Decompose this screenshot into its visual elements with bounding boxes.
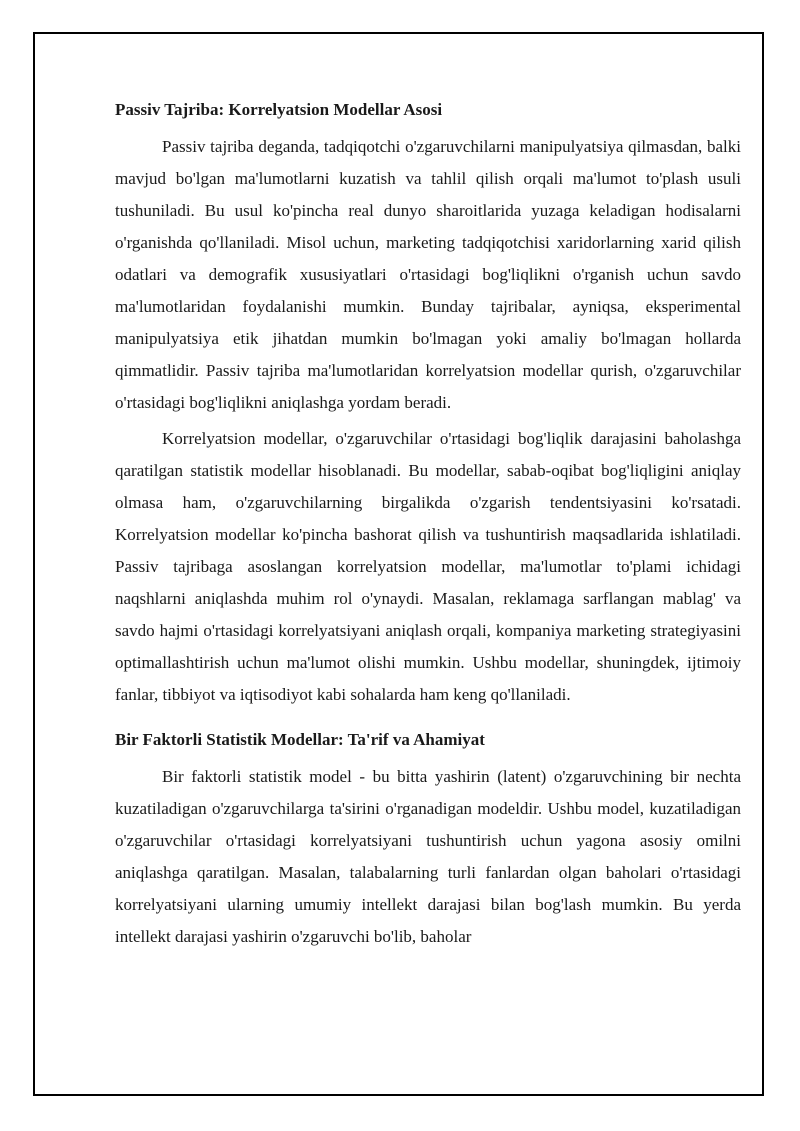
section-heading-passiv-tajriba: Passiv Tajriba: Korrelyatsion Modellar Asosi <box>115 100 443 119</box>
paragraph-passiv-tajriba-1: Passiv tajriba deganda, tadqiqotchi o'zgaruvchilarni manipulyatsiya qilmasdan, balki mavjud bo'lgan ma'lumotlarni kuzatish va tahlil qilish orqali ma'lumot to'plash usuli tushuniladi. Bu usul ko'pincha real dunyo sharoitlarida yuzaga keladigan hodisalarni o'rganishda qo'llaniladi. Misol uchun, marketing tadqiqotchisi xaridorlarning xarid qilish odatlari va demografik xususiyatlari o'rtasidagi bog'liqlikni o'rganish uchun savdo ma'lumotlaridan foydalanishi mumkin. Bunday tajribalar, ayniqsa, eksperimental manipulyatsiya etik jihatdan mumkin bo'lmagan yoki amaliy bo'lmagan hollarda qimmatlidir. Passiv tajriba ma'lumotlaridan korrelyatsion modellar qurish, o'zgaruvchilar o'rtasidagi bog'liqlikni aniqlashga yordam beradi. <box>115 137 741 412</box>
paragraph-passiv-tajriba-2: Korrelyatsion modellar, o'zgaruvchilar o'rtasidagi bog'liqlik darajasini baholashga qaratilgan statistik modellar hisoblanadi. Bu modellar, sabab-oqibat bog'liqligini aniqlay olmasa ham, o'zgaruvchilarning birgalikda o'zgarish tendentsiyasini ko'rsatadi. Korrelyatsion modellar ko'pincha bashorat qilish va tushuntirish maqsadlarida ishlatiladi. Passiv tajribaga asoslangan korrelyatsion modellar, ma'lumotlar to'plami ichidagi naqshlarni aniqlashda muhim rol o'ynaydi. Masalan, reklamaga sarflangan mablag' va savdo hajmi o'rtasidagi korrelyatsiyani aniqlash orqali, kompaniya marketing strategiyasini optimallashtirish uchun ma'lumot olishi mumkin. Ushbu modellar, shuningdek, ijtimoiy fanlar, tibbiyot va iqtisodiyot kabi sohalarda ham keng qo'llaniladi. <box>115 429 741 704</box>
document-body <box>115 99 741 957</box>
section-heading-bir-faktorli: Bir Faktorli Statistik Modellar: Ta'rif va Ahamiyat <box>115 730 485 749</box>
paragraph-bir-faktorli-1: Bir faktorli statistik model - bu bitta yashirin (latent) o'zgaruvchining bir nechta kuzatiladigan o'zgaruvchilarga ta'sirini o'rganadigan modeldir. Ushbu model, kuzatiladigan o'zgaruvchilar o'rtasidagi korrelyatsiyani tushuntirish uchun yagona asosiy omilni aniqlashga qaratilgan. Masalan, talabalarning turli fanlardan olgan baholari o'rtasidagi korrelyatsiyani ularning umumiy intellekt darajasi bilan bog'lash mumkin. Bu yerda intellekt darajasi yashirin o'zgaruvchi bo'lib, baholar <box>115 767 741 946</box>
